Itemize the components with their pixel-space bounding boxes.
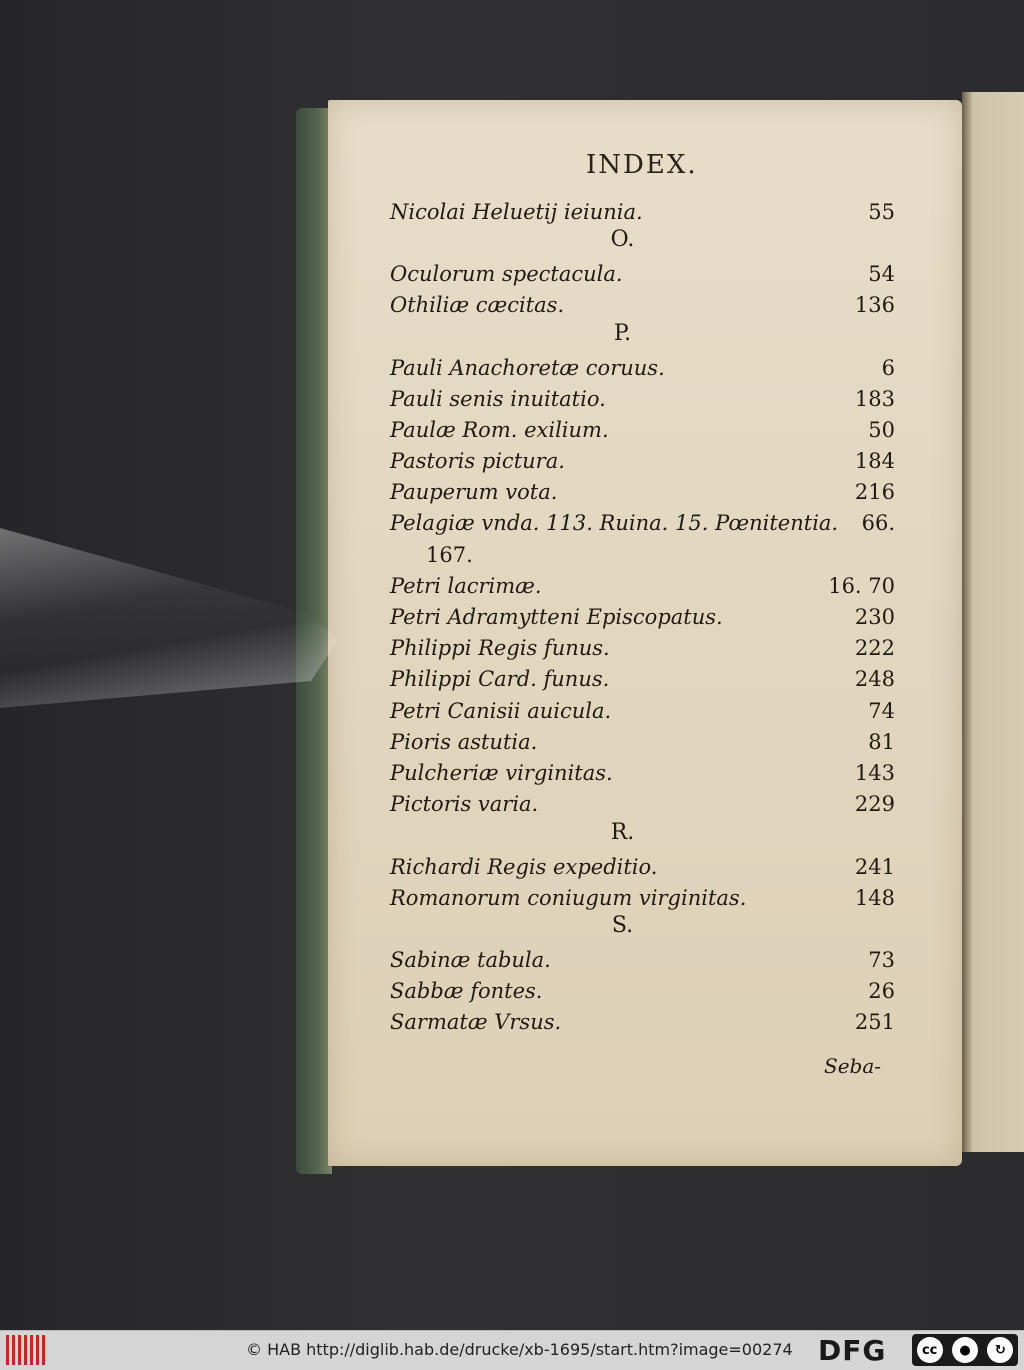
entry-title: Petri Adramytteni Episcopatus. <box>390 605 723 630</box>
facing-page-text <box>962 92 1024 182</box>
license-badge[interactable] <box>912 1334 1018 1366</box>
entry-title: Pictoris varia. <box>390 792 539 817</box>
entry-title: Othiliæ cæcitas. <box>390 293 565 318</box>
index-entry <box>390 633 895 664</box>
index-entry <box>390 414 895 445</box>
entry-page-number: 230 <box>854 605 895 630</box>
page-header: INDEX. <box>586 150 698 180</box>
index-entry <box>390 757 895 788</box>
entry-title: Philippi Card. funus. <box>390 667 610 692</box>
index-entry <box>390 196 895 227</box>
entry-page-number: 241 <box>854 854 895 879</box>
entry-page-number: 148 <box>854 885 895 910</box>
section-letter: O. <box>610 227 635 253</box>
entry-title: Pastoris pictura. <box>390 449 565 474</box>
section-letter: S. <box>611 913 634 939</box>
entry-title: Nicolai Heluetij ieiunia. <box>390 199 643 224</box>
entry-page-number: 229 <box>854 792 895 817</box>
entry-page-number: 55 <box>868 199 895 224</box>
entry-title: Pioris astutia. <box>390 729 538 754</box>
entry-page-number: 6 <box>881 355 895 380</box>
index-entry <box>390 258 895 289</box>
index-entry <box>390 976 895 1007</box>
index-entry <box>390 446 895 477</box>
entry-page-number: 184 <box>854 449 895 474</box>
section-letter: P. <box>613 320 632 346</box>
index-entry <box>390 945 895 976</box>
entry-page-number: 143 <box>854 760 895 785</box>
entry-title: Sabinæ tabula. <box>390 948 551 973</box>
entry-title: Philippi Regis funus. <box>390 636 610 661</box>
entry-title: Sabbæ fontes. <box>390 979 543 1004</box>
index-entry <box>390 695 895 726</box>
source-credit[interactable]: © HAB http://diglib.hab.de/drucke/xb-1695/start.htm?image=00274 <box>246 1340 793 1359</box>
entry-page-number: 26 <box>868 979 895 1004</box>
index-entry <box>390 383 895 414</box>
entry-title: Pauperum vota. <box>390 480 558 505</box>
entry-title: Petri lacrimæ. <box>390 573 542 598</box>
creative-commons-icon: cc <box>917 1337 943 1363</box>
entry-title: Pauli senis inuitatio. <box>390 386 606 411</box>
barcode-logo-icon <box>6 1335 46 1365</box>
entry-page-number: 54 <box>868 261 895 286</box>
viewer-footer <box>0 1330 1024 1370</box>
entry-page-number: 16. 70 <box>828 573 895 598</box>
index-entry <box>390 508 895 539</box>
entry-page-number: 81 <box>868 729 895 754</box>
share-alike-icon: ↻ <box>987 1337 1013 1363</box>
index-entry <box>390 882 895 913</box>
entry-page-number: 50 <box>868 417 895 442</box>
entry-page-number: 136 <box>854 293 895 318</box>
entry-page-number: 216 <box>854 480 895 505</box>
index-entry <box>390 290 895 321</box>
index-entry <box>390 664 895 695</box>
entry-page-number: 66. <box>861 511 895 536</box>
entry-page-number: 73 <box>868 948 895 973</box>
index-entry-continuation <box>390 539 895 570</box>
entry-page-number: 183 <box>854 386 895 411</box>
index-entries <box>390 196 895 1038</box>
entry-title: Pelagiæ vnda. 113. Ruina. 15. Pœnitentia. <box>390 511 839 536</box>
index-entry <box>390 1007 895 1038</box>
entry-title: Romanorum coniugum virginitas. <box>390 885 747 910</box>
dfg-logo: DFG <box>818 1334 887 1367</box>
entry-page-number: 248 <box>854 667 895 692</box>
entry-page-number: 251 <box>854 1010 895 1035</box>
index-entry <box>390 352 895 383</box>
index-entry <box>390 477 895 508</box>
index-entry <box>390 726 895 757</box>
entry-title: Petri Canisii auicula. <box>390 698 612 723</box>
entry-title: Pauli Anachoretæ coruus. <box>390 355 665 380</box>
index-entry <box>390 851 895 882</box>
index-entry <box>390 570 895 601</box>
index-entry <box>390 789 895 820</box>
attribution-icon: ● <box>952 1337 978 1363</box>
entry-title: Richardi Regis expeditio. <box>390 854 658 879</box>
section-letter: R. <box>610 819 635 845</box>
facing-page-edge <box>962 92 1024 1152</box>
entry-title: Oculorum spectacula. <box>390 261 623 286</box>
entry-title: Paulæ Rom. exilium. <box>390 417 609 442</box>
entry-page-number: 222 <box>854 636 895 661</box>
catchword: Seba- <box>824 1054 882 1078</box>
entry-page-number: 74 <box>868 698 895 723</box>
entry-title: Pulcheriæ virginitas. <box>390 760 613 785</box>
entry-page-number: 167. <box>426 542 473 567</box>
entry-title: Sarmatæ Vrsus. <box>390 1010 562 1035</box>
index-entry <box>390 601 895 632</box>
